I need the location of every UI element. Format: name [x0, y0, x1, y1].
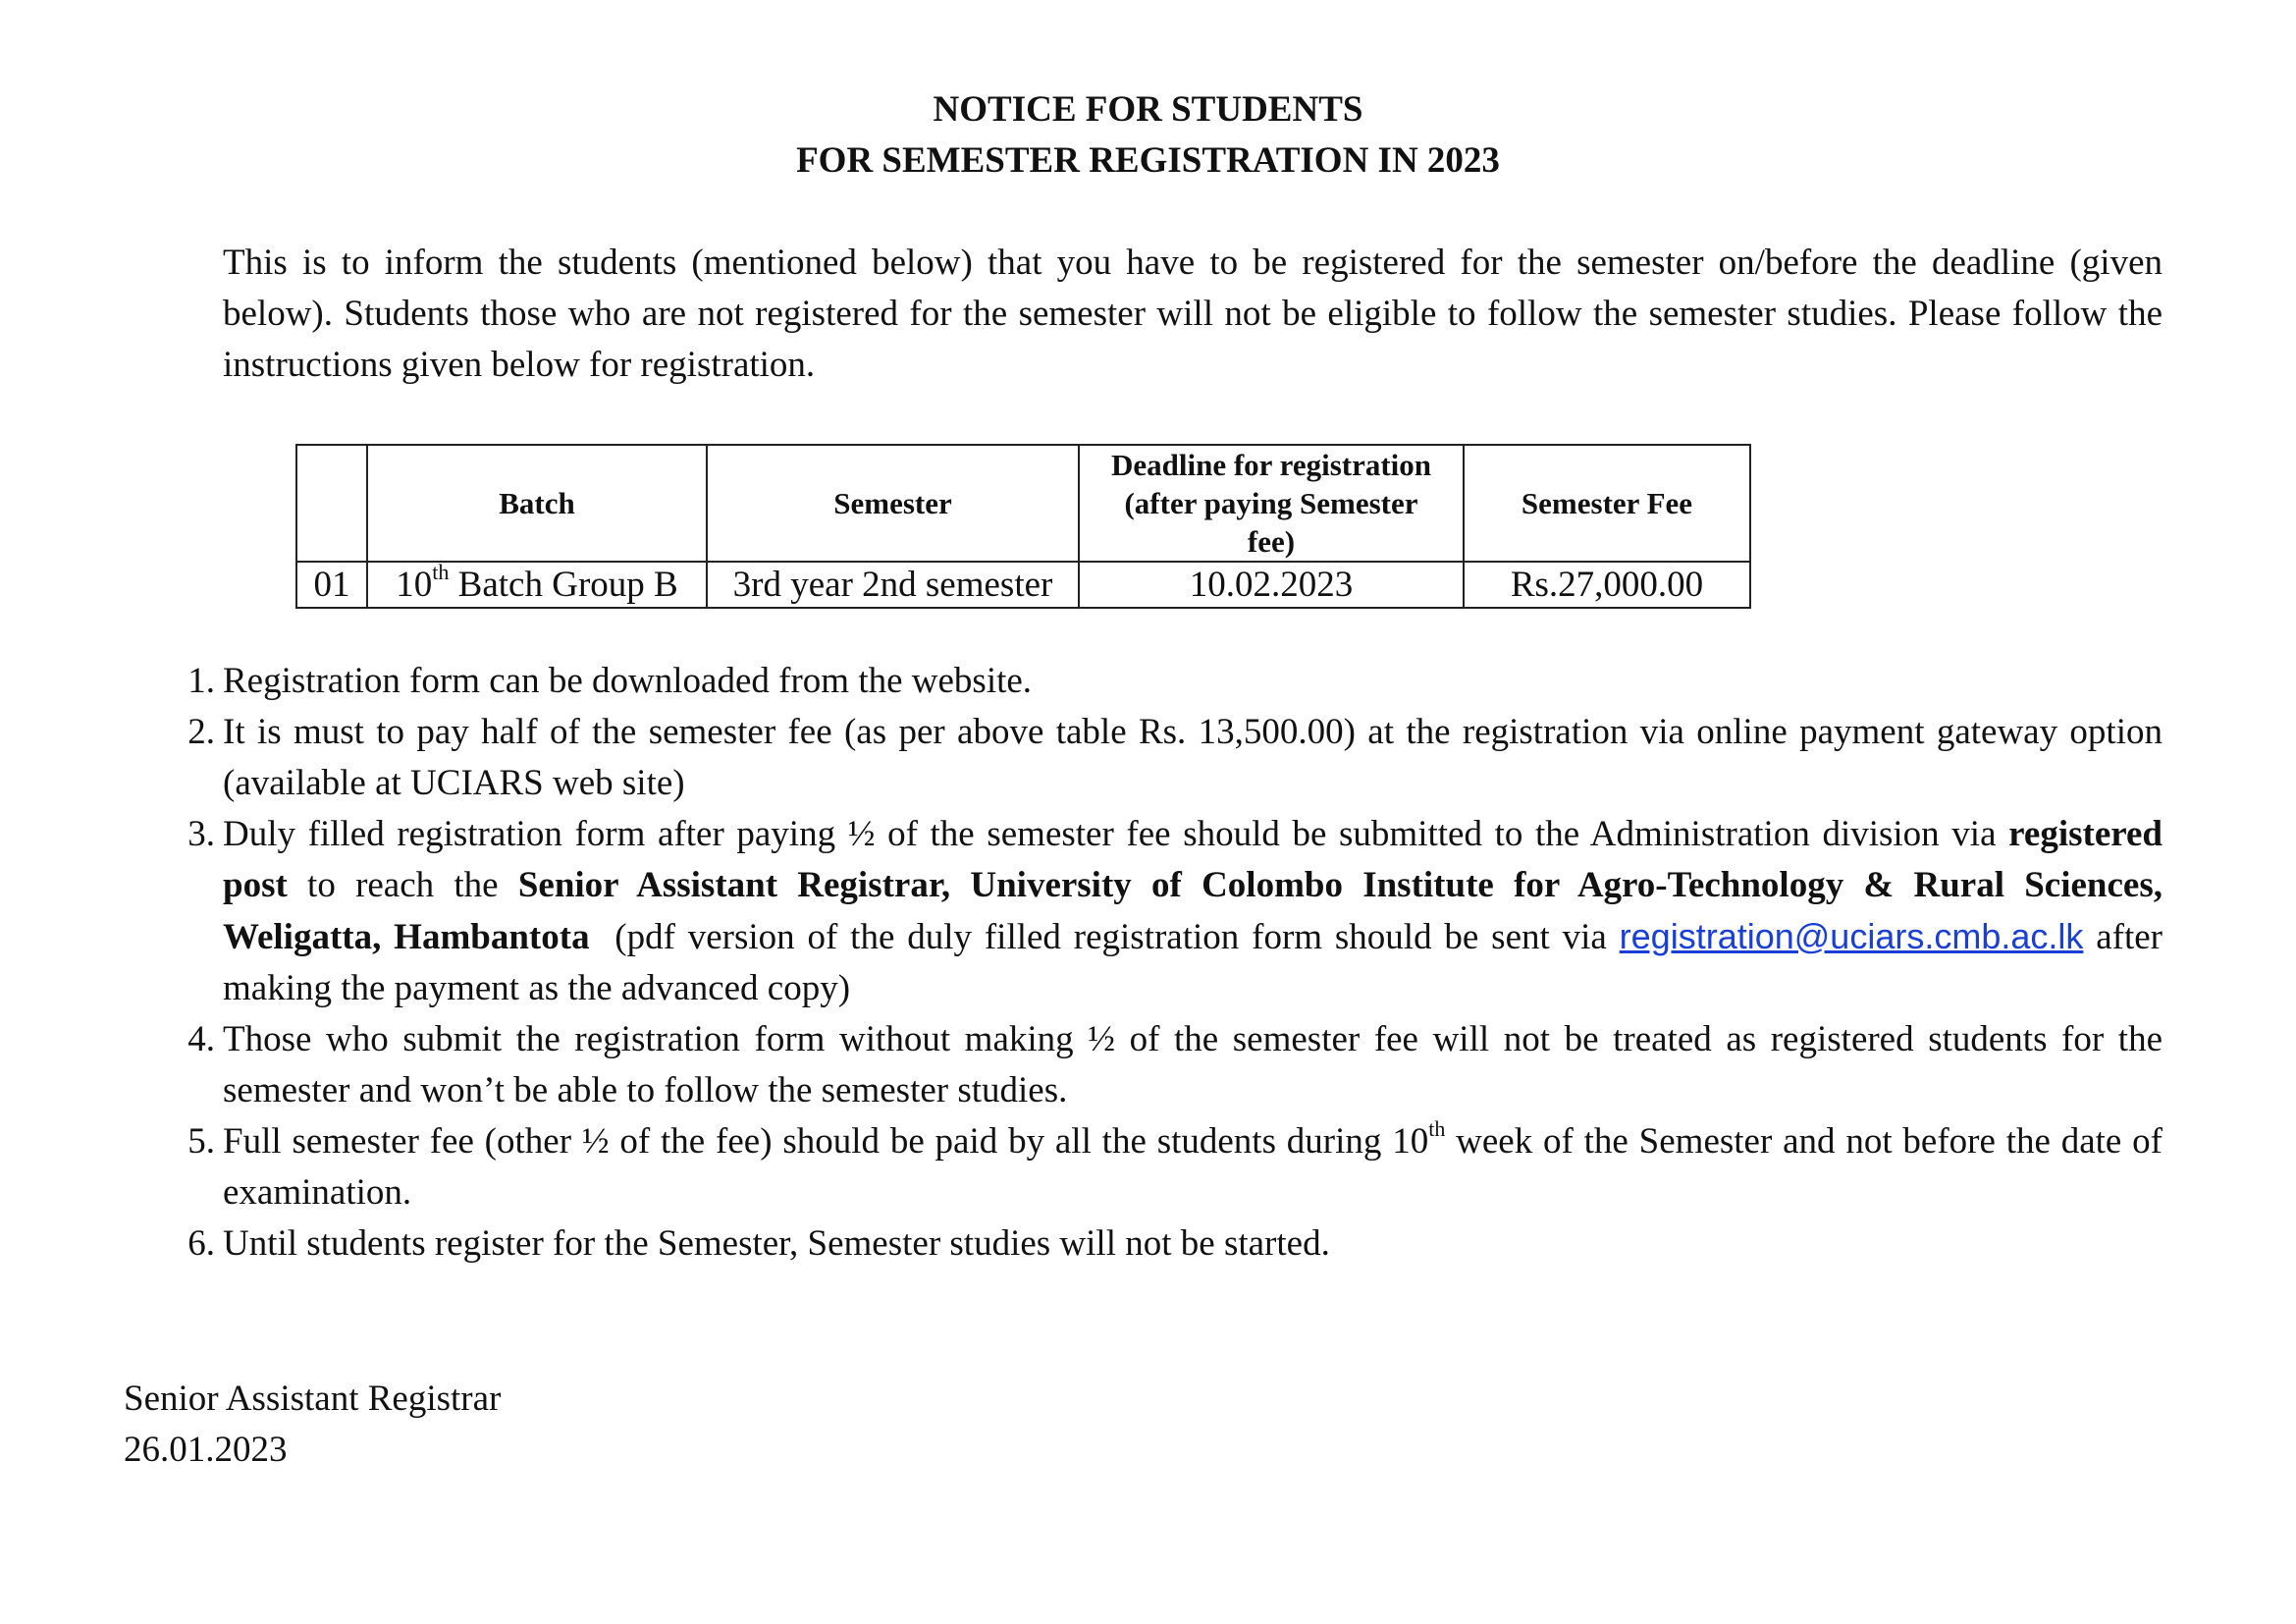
item-number: 2. — [187, 712, 215, 752]
email-link[interactable]: registration@uciars.cmb.ac.lk — [1619, 916, 2084, 956]
instructions-list — [187, 656, 2163, 1270]
batch-ordinal: th — [432, 559, 450, 584]
row-number: 01 — [296, 562, 367, 608]
header-deadline-line3: fee) — [1247, 524, 1296, 559]
header-fee: Semester Fee — [1464, 445, 1750, 562]
header-index — [296, 445, 367, 562]
item-number: 4. — [187, 1019, 215, 1059]
intro-paragraph: This is to inform the students (mentioned below) that you have to be registered for the semester on/before the deadline (given below). Students those who are not registered for the semester will not be eligible to follow the semester studies. Please follow the instructions given below for registration. — [223, 243, 2163, 385]
item-number: 1. — [187, 661, 215, 701]
item-text: Those who submit the registration form without making ½ of the semester fee will not be treated as registered students for the semester and won’t be able to follow the semester studies. — [223, 1019, 2163, 1110]
header-deadline-line1: Deadline for registration — [1110, 448, 1432, 482]
week-ordinal: th — [1428, 1115, 1446, 1141]
registration-table — [295, 444, 1751, 609]
list-item — [187, 1115, 2163, 1218]
header-deadline — [1079, 445, 1464, 562]
registrar-address-emphasis: Senior Assistant Registrar, University of Colombo Institute for Agro-Technology & Rural Sciences, Weligatta, Hambantota — [223, 865, 2163, 957]
item-text: Registration form can be downloaded from the website. — [223, 661, 1033, 701]
header-semester: Semester — [707, 445, 1079, 562]
item-number: 6. — [187, 1223, 215, 1264]
signatory-role: Senior Assistant Registrar — [124, 1379, 502, 1419]
row-batch — [367, 559, 707, 608]
item-text-part: after making the payment as the advanced copy) — [223, 917, 2163, 1008]
batch-group: Batch Group B — [449, 565, 678, 605]
row-semester: 3rd year 2nd semester — [707, 562, 1079, 608]
item-text: It is must to pay half of the semester fee (as per above table Rs. 13,500.00) at the registration via online payment gateway option (available at UCIARS web site) — [223, 712, 2163, 803]
table-row — [296, 562, 1750, 608]
item-number: 5. — [187, 1121, 215, 1162]
item-text-part: Full semester fee (other ½ of the fee) should be paid by all the students during 10 — [223, 1121, 1429, 1162]
notice-subtitle: FOR SEMESTER REGISTRATION IN 2023 — [796, 140, 1500, 181]
item-text-part: to reach the — [287, 865, 518, 905]
list-item — [187, 656, 2163, 707]
item-text-part: week of the Semester and not before the date of examination. — [223, 1121, 2163, 1213]
signature-date: 26.01.2023 — [124, 1430, 288, 1470]
header-deadline-line2: (after paying Semester — [1124, 486, 1418, 520]
item-text: Until students register for the Semester, Semester studies will not be started. — [223, 1223, 1330, 1264]
item-text-part: (pdf version of the duly filled registration form should be sent via — [589, 917, 1620, 957]
item-text-part: Duly filled registration form after paying ½ of the semester fee should be submitted to the Administration division via — [223, 814, 2009, 854]
row-deadline: 10.02.2023 — [1079, 562, 1464, 608]
registered-post-emphasis: registered post — [223, 814, 2163, 905]
list-item — [187, 1014, 2163, 1116]
batch-number: 10 — [396, 565, 433, 605]
list-item — [187, 707, 2163, 809]
table-header-row — [296, 445, 1750, 562]
notice-title: NOTICE FOR STUDENTS — [933, 89, 1363, 130]
header-batch: Batch — [367, 445, 707, 562]
signature-block — [124, 1374, 501, 1476]
row-fee: Rs.27,000.00 — [1464, 562, 1750, 608]
item-number: 3. — [187, 814, 215, 854]
list-item — [187, 1218, 2163, 1270]
list-item — [187, 809, 2163, 1014]
